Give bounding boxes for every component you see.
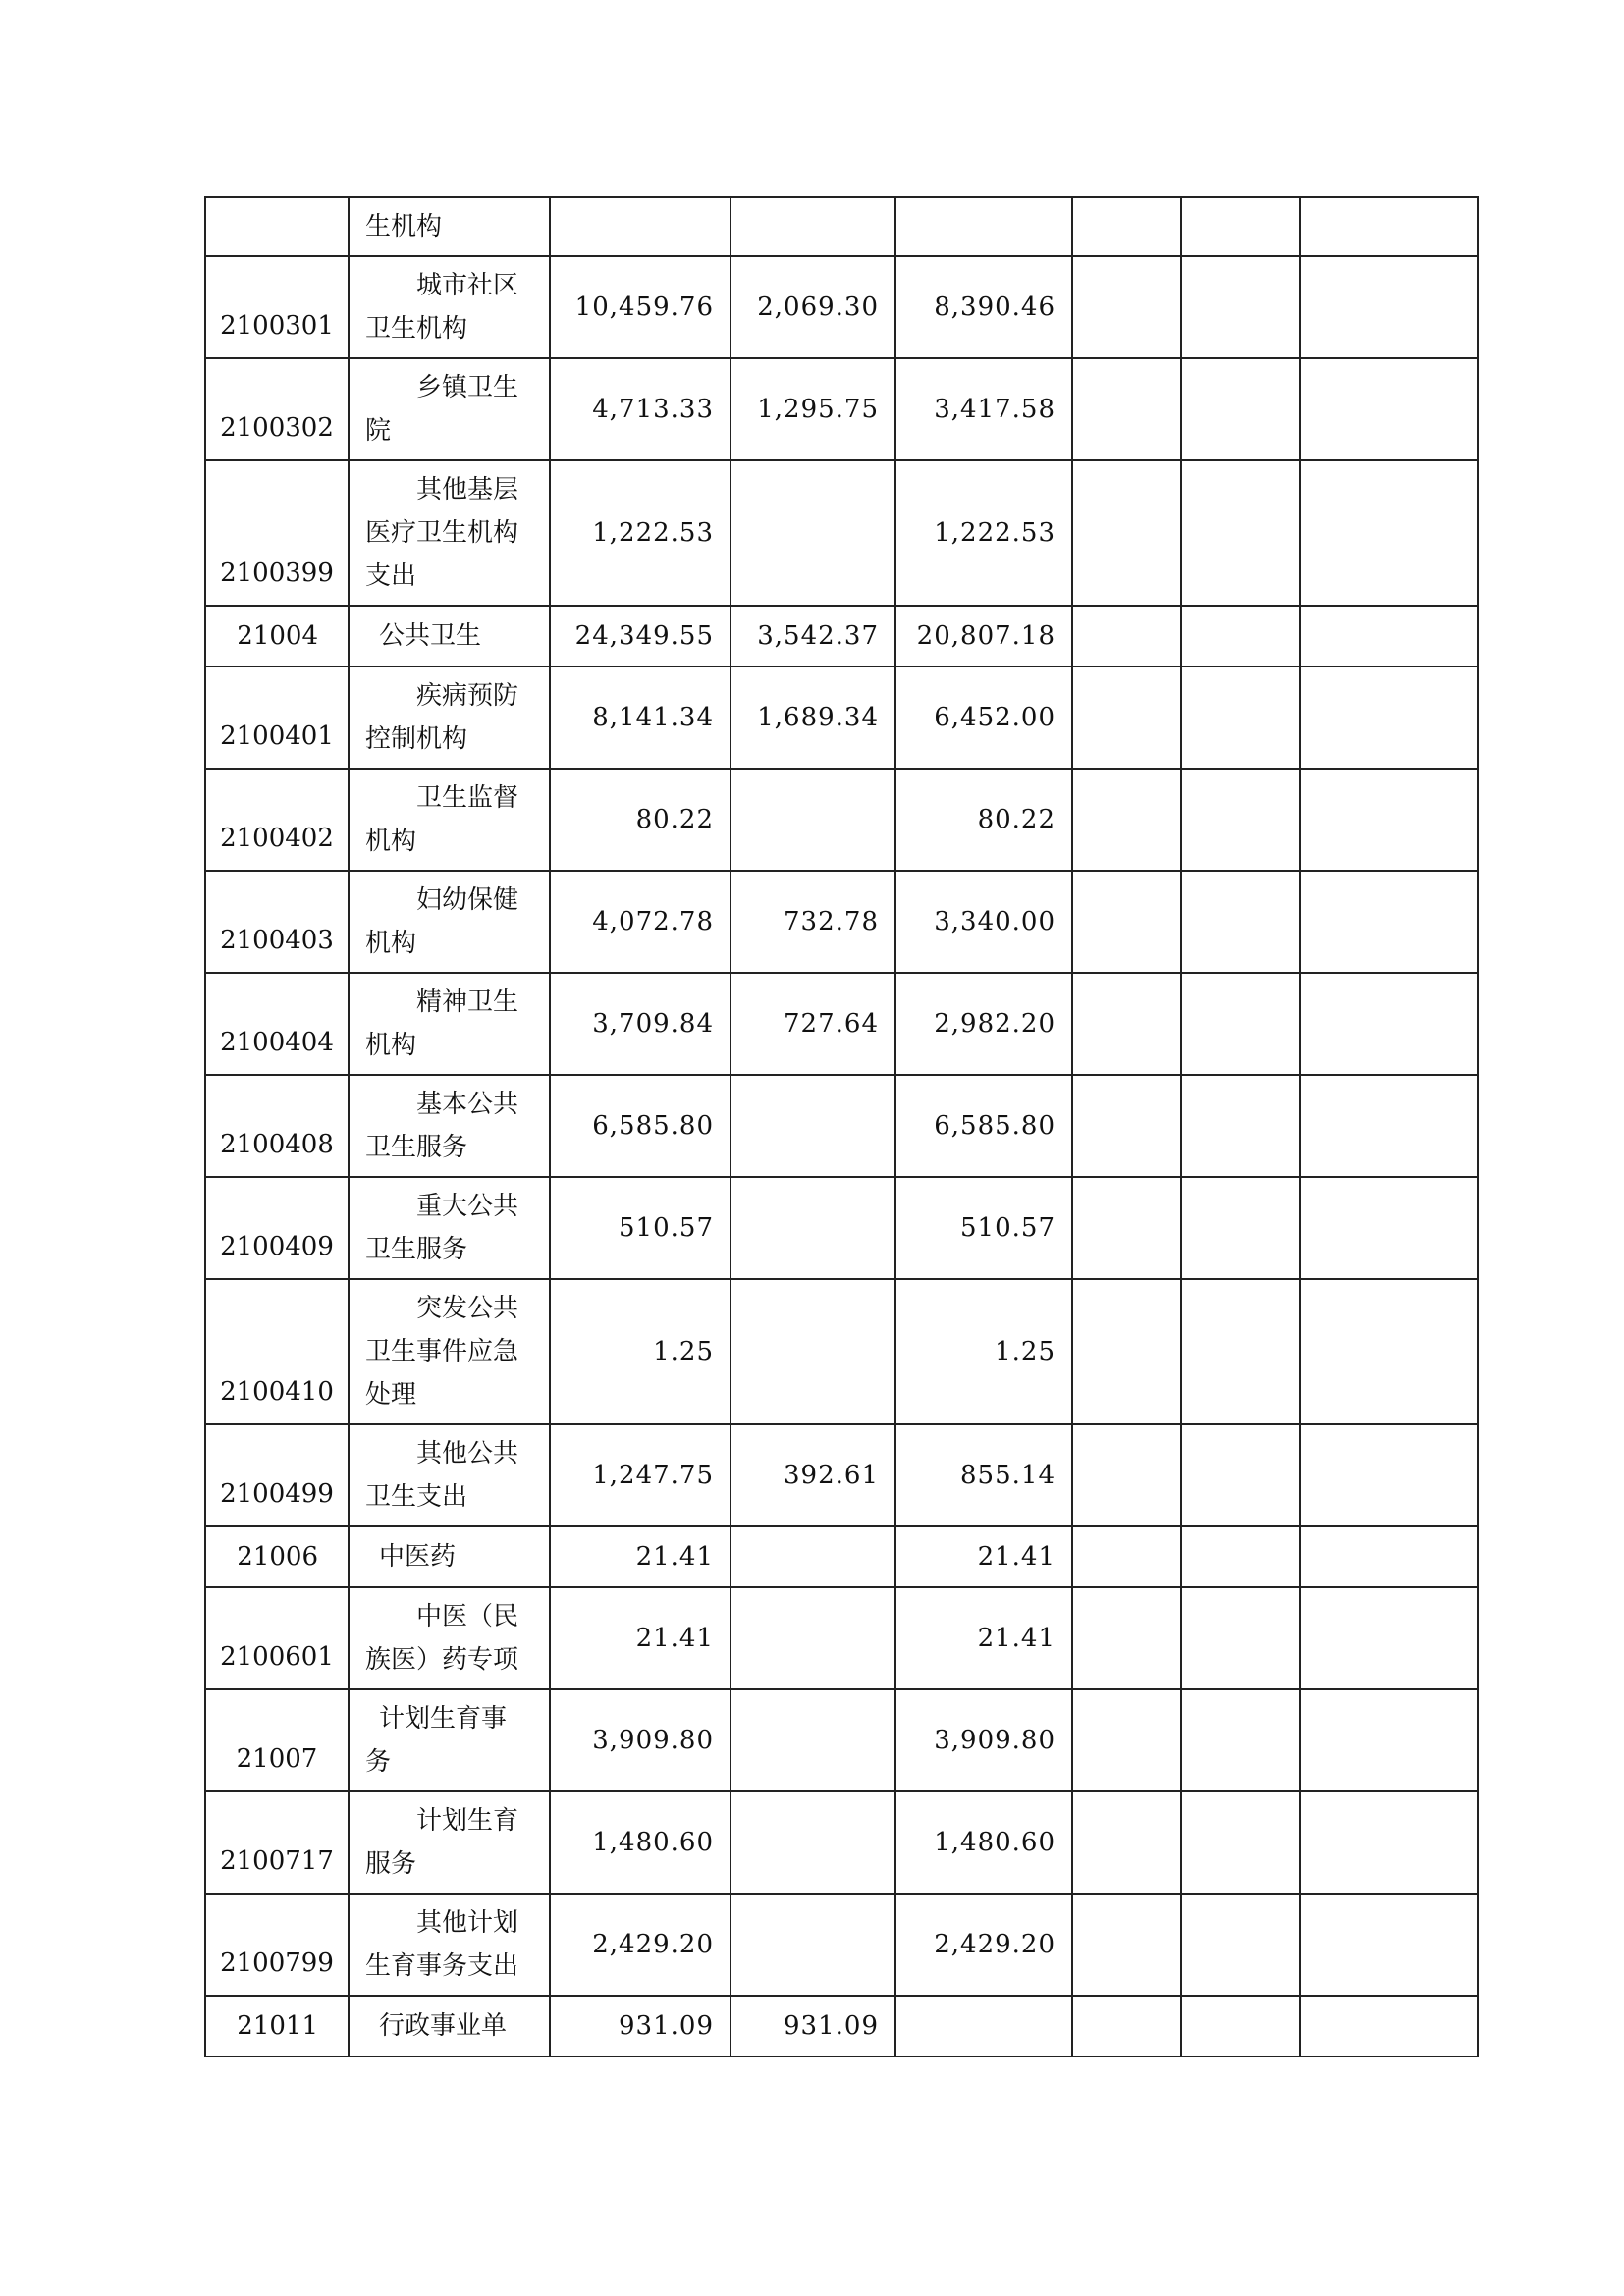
subject-code-cell: 2100302 — [205, 358, 349, 460]
subject-name-line: 卫生支出 — [365, 1482, 468, 1512]
project-expenditure-cell: 1,222.53 — [895, 460, 1072, 606]
empty-cell — [1072, 358, 1181, 460]
subject-code-cell: 21011 — [205, 1996, 349, 2056]
basic-expenditure-cell: 392.61 — [731, 1424, 895, 1526]
subject-name-line: 妇幼保健 — [416, 885, 519, 915]
total-amount-cell: 2,429.20 — [550, 1894, 731, 1996]
empty-cell — [1181, 1791, 1300, 1894]
basic-expenditure-cell: 1,295.75 — [731, 358, 895, 460]
total-amount-cell: 3,909.80 — [550, 1689, 731, 1791]
total-amount-cell: 21.41 — [550, 1526, 731, 1587]
table-row — [205, 1894, 1478, 1996]
total-amount-cell: 1,247.75 — [550, 1424, 731, 1526]
empty-cell — [1072, 1689, 1181, 1791]
subject-name-line: 其他计划 — [416, 1908, 519, 1938]
basic-expenditure-cell — [731, 460, 895, 606]
table-row — [205, 197, 1478, 256]
table-row — [205, 1526, 1478, 1587]
empty-cell — [1181, 1075, 1300, 1177]
project-expenditure-cell: 3,909.80 — [895, 1689, 1072, 1791]
subject-name-line: 卫生服务 — [365, 1133, 468, 1162]
project-expenditure-cell: 3,417.58 — [895, 358, 1072, 460]
empty-cell — [1072, 460, 1181, 606]
project-expenditure-cell: 1.25 — [895, 1279, 1072, 1424]
empty-cell — [1181, 769, 1300, 871]
table-row — [205, 1424, 1478, 1526]
table-body — [205, 197, 1478, 2056]
empty-cell — [1300, 1587, 1478, 1689]
table-row — [205, 460, 1478, 606]
subject-name-cell — [349, 1075, 550, 1177]
subject-name-cell — [349, 197, 550, 256]
total-amount-cell: 24,349.55 — [550, 606, 731, 667]
subject-name-cell — [349, 1279, 550, 1424]
total-amount-cell: 510.57 — [550, 1177, 731, 1279]
subject-name-line: 乡镇卫生 — [416, 373, 519, 402]
table-row — [205, 1996, 1478, 2056]
subject-name-line: 城市社区 — [416, 271, 519, 300]
total-amount-cell: 3,709.84 — [550, 973, 731, 1075]
empty-cell — [1181, 973, 1300, 1075]
basic-expenditure-cell: 931.09 — [731, 1996, 895, 2056]
subject-name-line: 族医）药专项 — [365, 1645, 519, 1675]
table-row — [205, 769, 1478, 871]
empty-cell — [1072, 769, 1181, 871]
empty-cell — [1181, 197, 1300, 256]
project-expenditure-cell: 6,585.80 — [895, 1075, 1072, 1177]
table-row — [205, 871, 1478, 973]
empty-cell — [1300, 197, 1478, 256]
empty-cell — [1072, 197, 1181, 256]
empty-cell — [1181, 1996, 1300, 2056]
subject-name-line: 机构 — [365, 1031, 417, 1060]
subject-name-line: 院 — [365, 416, 392, 446]
empty-cell — [1072, 871, 1181, 973]
empty-cell — [1300, 256, 1478, 358]
subject-name-cell — [349, 1791, 550, 1894]
subject-name-line: 支出 — [365, 561, 417, 591]
table-row — [205, 256, 1478, 358]
empty-cell — [1300, 1526, 1478, 1587]
empty-cell — [1072, 1075, 1181, 1177]
subject-code-cell: 21007 — [205, 1689, 349, 1791]
table-row — [205, 1791, 1478, 1894]
project-expenditure-cell: 3,340.00 — [895, 871, 1072, 973]
basic-expenditure-cell: 2,069.30 — [731, 256, 895, 358]
subject-name-cell — [349, 1689, 550, 1791]
subject-name-line: 计划生育事 — [379, 1704, 508, 1734]
total-amount-cell: 1.25 — [550, 1279, 731, 1424]
table-row — [205, 667, 1478, 769]
empty-cell — [1300, 358, 1478, 460]
subject-name-cell — [349, 667, 550, 769]
basic-expenditure-cell — [731, 1279, 895, 1424]
subject-name-line: 控制机构 — [365, 724, 468, 754]
basic-expenditure-cell — [731, 197, 895, 256]
subject-name-line: 中医药 — [379, 1542, 457, 1572]
table-row — [205, 1177, 1478, 1279]
subject-name-line: 处理 — [365, 1380, 417, 1410]
empty-cell — [1072, 1526, 1181, 1587]
empty-cell — [1072, 1996, 1181, 2056]
subject-name-line: 公共卫生 — [379, 621, 482, 651]
subject-name-line: 务 — [365, 1747, 392, 1777]
subject-name-cell — [349, 1587, 550, 1689]
empty-cell — [1181, 460, 1300, 606]
subject-code-cell: 2100499 — [205, 1424, 349, 1526]
total-amount-cell: 1,480.60 — [550, 1791, 731, 1894]
empty-cell — [1300, 1279, 1478, 1424]
subject-name-line: 疾病预防 — [416, 681, 519, 711]
project-expenditure-cell — [895, 1996, 1072, 2056]
project-expenditure-cell: 80.22 — [895, 769, 1072, 871]
empty-cell — [1181, 1689, 1300, 1791]
project-expenditure-cell: 510.57 — [895, 1177, 1072, 1279]
subject-code-cell: 2100401 — [205, 667, 349, 769]
subject-name-line: 基本公共 — [416, 1090, 519, 1119]
subject-name-cell — [349, 1894, 550, 1996]
table-row — [205, 606, 1478, 667]
project-expenditure-cell: 855.14 — [895, 1424, 1072, 1526]
subject-code-cell: 21006 — [205, 1526, 349, 1587]
empty-cell — [1181, 606, 1300, 667]
project-expenditure-cell: 2,429.20 — [895, 1894, 1072, 1996]
project-expenditure-cell: 6,452.00 — [895, 667, 1072, 769]
table-row — [205, 1075, 1478, 1177]
subject-code-cell: 2100399 — [205, 460, 349, 606]
total-amount-cell: 1,222.53 — [550, 460, 731, 606]
empty-cell — [1300, 769, 1478, 871]
empty-cell — [1181, 1424, 1300, 1526]
empty-cell — [1072, 973, 1181, 1075]
subject-name-cell — [349, 606, 550, 667]
empty-cell — [1300, 1996, 1478, 2056]
subject-code-cell: 2100404 — [205, 973, 349, 1075]
empty-cell — [1300, 1177, 1478, 1279]
budget-table — [204, 196, 1479, 2057]
basic-expenditure-cell: 732.78 — [731, 871, 895, 973]
total-amount-cell: 6,585.80 — [550, 1075, 731, 1177]
subject-name-cell — [349, 1424, 550, 1526]
subject-code-cell — [205, 197, 349, 256]
table-row — [205, 973, 1478, 1075]
empty-cell — [1072, 1894, 1181, 1996]
subject-name-cell — [349, 460, 550, 606]
empty-cell — [1181, 1526, 1300, 1587]
empty-cell — [1300, 973, 1478, 1075]
subject-name-line: 生育事务支出 — [365, 1951, 519, 1981]
empty-cell — [1181, 256, 1300, 358]
basic-expenditure-cell — [731, 1894, 895, 1996]
subject-code-cell: 2100301 — [205, 256, 349, 358]
basic-expenditure-cell — [731, 1075, 895, 1177]
basic-expenditure-cell: 1,689.34 — [731, 667, 895, 769]
table-row — [205, 1689, 1478, 1791]
subject-name-line: 生机构 — [365, 212, 443, 241]
total-amount-cell: 931.09 — [550, 1996, 731, 2056]
table-row — [205, 1279, 1478, 1424]
empty-cell — [1300, 1791, 1478, 1894]
project-expenditure-cell: 21.41 — [895, 1526, 1072, 1587]
subject-name-line: 中医（民 — [416, 1602, 519, 1631]
subject-code-cell: 2100409 — [205, 1177, 349, 1279]
basic-expenditure-cell — [731, 769, 895, 871]
total-amount-cell: 80.22 — [550, 769, 731, 871]
subject-name-line: 机构 — [365, 929, 417, 958]
subject-name-line: 计划生育 — [416, 1806, 519, 1836]
subject-name-line: 卫生机构 — [365, 314, 468, 344]
subject-name-line: 精神卫生 — [416, 988, 519, 1017]
basic-expenditure-cell — [731, 1689, 895, 1791]
basic-expenditure-cell — [731, 1791, 895, 1894]
subject-name-cell — [349, 871, 550, 973]
subject-name-cell — [349, 358, 550, 460]
empty-cell — [1300, 1424, 1478, 1526]
empty-cell — [1181, 1894, 1300, 1996]
total-amount-cell: 10,459.76 — [550, 256, 731, 358]
empty-cell — [1300, 1689, 1478, 1791]
empty-cell — [1072, 1587, 1181, 1689]
total-amount-cell: 4,072.78 — [550, 871, 731, 973]
subject-code-cell: 2100402 — [205, 769, 349, 871]
basic-expenditure-cell — [731, 1177, 895, 1279]
subject-name-line: 突发公共 — [416, 1294, 519, 1323]
empty-cell — [1072, 667, 1181, 769]
empty-cell — [1181, 358, 1300, 460]
table-row — [205, 358, 1478, 460]
empty-cell — [1300, 1894, 1478, 1996]
empty-cell — [1072, 1424, 1181, 1526]
subject-name-cell — [349, 256, 550, 358]
empty-cell — [1072, 1279, 1181, 1424]
subject-code-cell: 21004 — [205, 606, 349, 667]
subject-name-line: 医疗卫生机构 — [365, 518, 519, 548]
basic-expenditure-cell — [731, 1587, 895, 1689]
empty-cell — [1300, 460, 1478, 606]
table-row — [205, 1587, 1478, 1689]
project-expenditure-cell: 1,480.60 — [895, 1791, 1072, 1894]
subject-code-cell: 2100410 — [205, 1279, 349, 1424]
empty-cell — [1072, 1177, 1181, 1279]
empty-cell — [1181, 1279, 1300, 1424]
empty-cell — [1072, 606, 1181, 667]
project-expenditure-cell: 21.41 — [895, 1587, 1072, 1689]
subject-name-cell — [349, 1526, 550, 1587]
project-expenditure-cell: 2,982.20 — [895, 973, 1072, 1075]
subject-name-line: 卫生事件应急 — [365, 1337, 519, 1366]
subject-code-cell: 2100717 — [205, 1791, 349, 1894]
empty-cell — [1181, 1177, 1300, 1279]
subject-name-line: 卫生监督 — [416, 783, 519, 813]
subject-name-cell — [349, 1996, 550, 2056]
total-amount-cell: 4,713.33 — [550, 358, 731, 460]
subject-name-line: 其他公共 — [416, 1439, 519, 1468]
basic-expenditure-cell — [731, 1526, 895, 1587]
subject-name-cell — [349, 769, 550, 871]
subject-name-line: 卫生服务 — [365, 1235, 468, 1264]
subject-code-cell: 2100799 — [205, 1894, 349, 1996]
subject-name-line: 机构 — [365, 827, 417, 856]
project-expenditure-cell: 20,807.18 — [895, 606, 1072, 667]
total-amount-cell — [550, 197, 731, 256]
total-amount-cell: 21.41 — [550, 1587, 731, 1689]
empty-cell — [1181, 871, 1300, 973]
subject-name-cell — [349, 1177, 550, 1279]
empty-cell — [1300, 1075, 1478, 1177]
empty-cell — [1300, 871, 1478, 973]
subject-name-line: 行政事业单 — [379, 2011, 508, 2041]
subject-code-cell: 2100408 — [205, 1075, 349, 1177]
subject-code-cell: 2100403 — [205, 871, 349, 973]
empty-cell — [1072, 256, 1181, 358]
empty-cell — [1300, 667, 1478, 769]
basic-expenditure-cell: 727.64 — [731, 973, 895, 1075]
subject-code-cell: 2100601 — [205, 1587, 349, 1689]
empty-cell — [1072, 1791, 1181, 1894]
total-amount-cell: 8,141.34 — [550, 667, 731, 769]
basic-expenditure-cell: 3,542.37 — [731, 606, 895, 667]
project-expenditure-cell — [895, 197, 1072, 256]
subject-name-line: 重大公共 — [416, 1192, 519, 1221]
empty-cell — [1300, 606, 1478, 667]
empty-cell — [1181, 667, 1300, 769]
project-expenditure-cell: 8,390.46 — [895, 256, 1072, 358]
subject-name-line: 服务 — [365, 1849, 417, 1879]
subject-name-line: 其他基层 — [416, 475, 519, 505]
subject-name-cell — [349, 973, 550, 1075]
empty-cell — [1181, 1587, 1300, 1689]
